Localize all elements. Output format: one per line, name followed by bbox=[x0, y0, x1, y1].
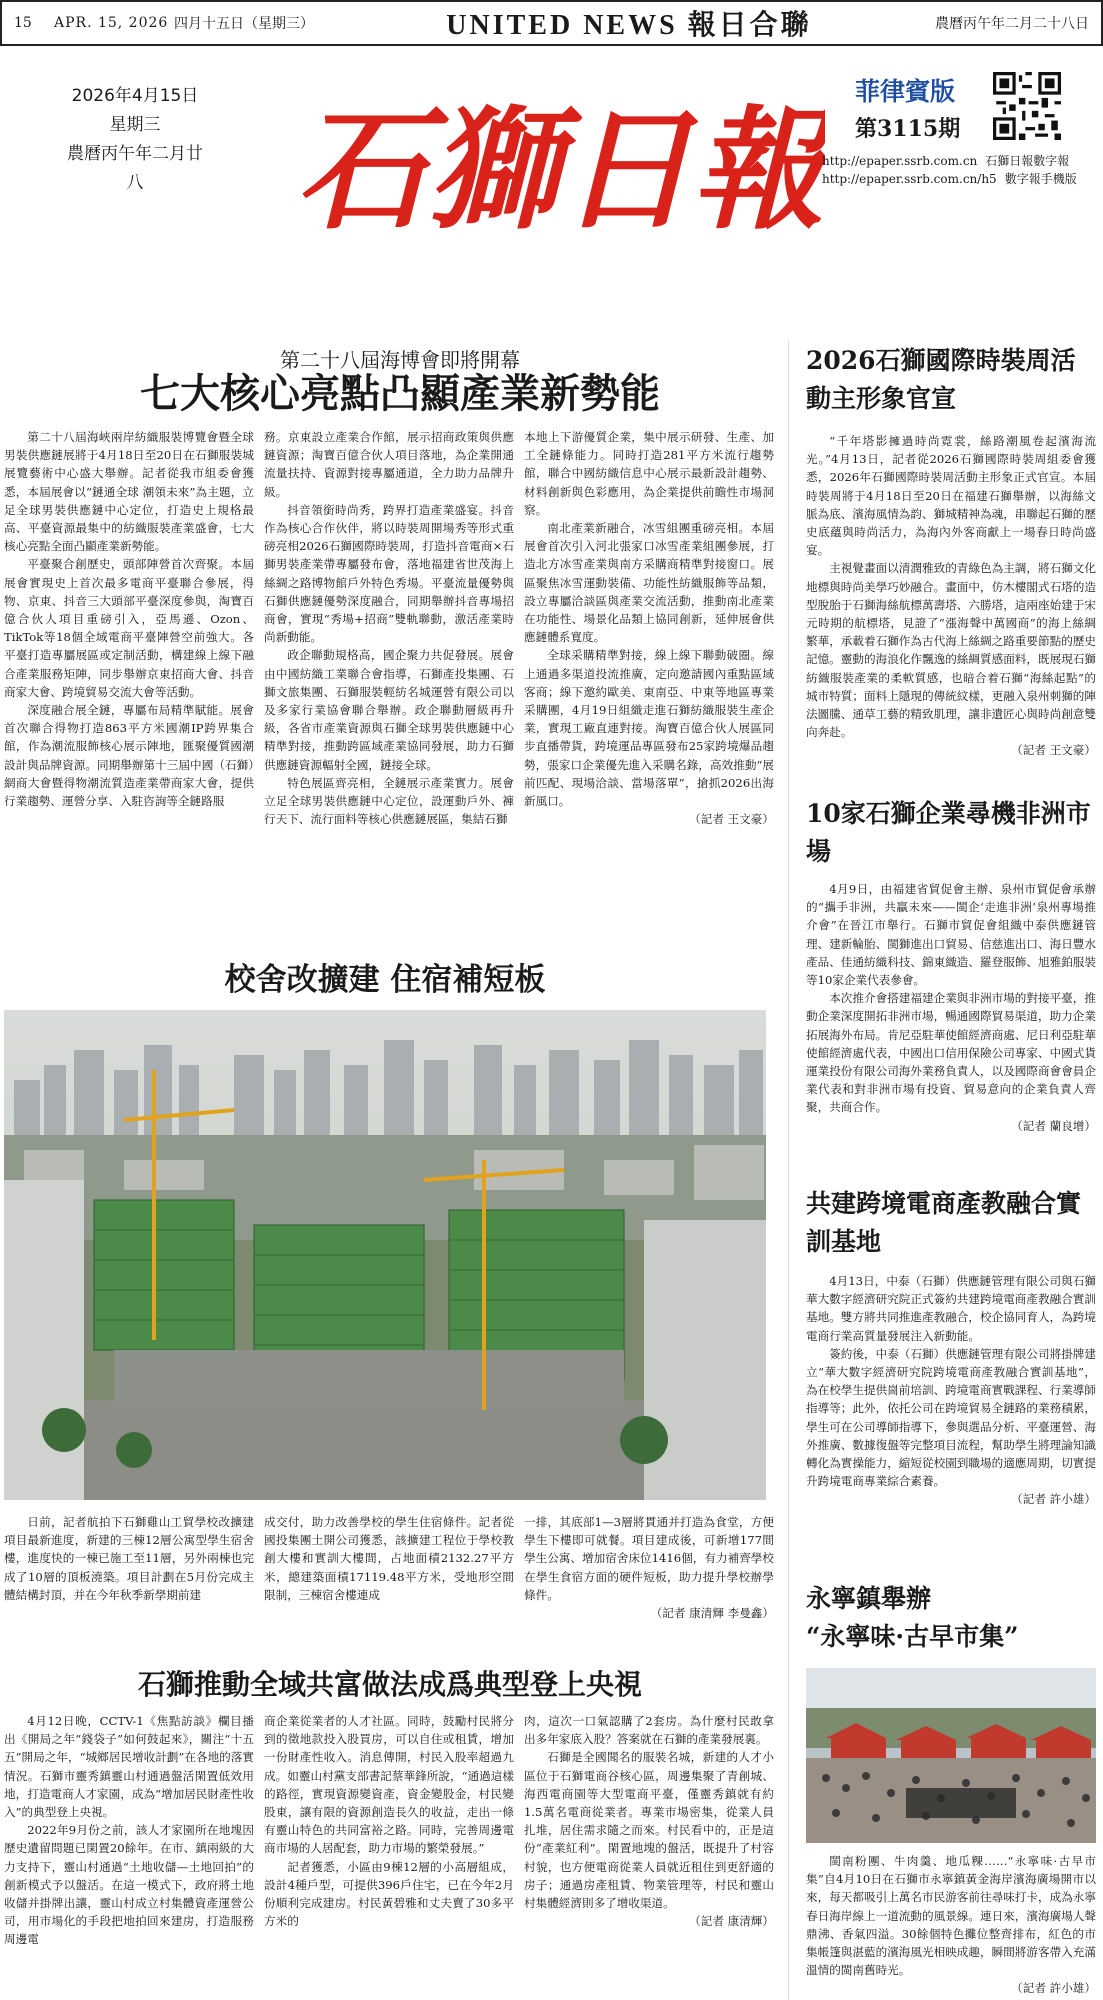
paragraph: 4月12日晚，CCTV-1《焦點訪談》欄目播出《開局之年“錢袋子”如何鼓起來》，關注“十五五”開局之年，“城鄉居民增收計劃”在各地的落實情況。石獅市靈秀鎮靈山村通過盤活閑置低效用地，打造電商人才家園，成為“增加居民財產性收入”的典型登上央視。 bbox=[4, 1714, 254, 1820]
school-headline: 校舍改擴建 住宿補短板 bbox=[224, 962, 546, 998]
prosperity-column-2 bbox=[264, 1712, 514, 2000]
logo-text: 石獅日報 bbox=[296, 93, 824, 248]
english-date: APR. 15, 2026 bbox=[54, 15, 169, 31]
epaper-url[interactable]: http://epaper.ssrb.com.cn bbox=[822, 154, 978, 168]
lead-column-3 bbox=[524, 428, 774, 948]
mobile-url[interactable]: http://epaper.ssrb.com.cn/h5 bbox=[822, 172, 997, 186]
paragraph: 務。京東設立產業合作館，展示招商政策與供應鏈資源；淘寶百億合伙人項目落地，為企業開通流量扶持、資源對接專屬通道，全力助力品牌升級。 bbox=[264, 430, 514, 499]
prosperity-headline: 石獅推動全域共富做法成爲典型登上央視 bbox=[137, 1668, 642, 1701]
epaper-url-label: 石獅日報數字報 bbox=[985, 154, 1070, 168]
byline: （記者 許小雄） bbox=[1011, 1981, 1096, 1996]
qr-code-icon[interactable] bbox=[993, 72, 1061, 140]
mobile-url-label: 數字報手機版 bbox=[1004, 172, 1077, 186]
lead-column-2 bbox=[264, 428, 514, 928]
paragraph: 2022年9月份之前，該人才家園所在地塊因歷史遺留問題已閑置20餘年。在市、鎮兩級的大力支持下，靈山村通過“土地收儲—土地回拍”的創新模式予以盤活。在這一模式下，政府將土地收儲并掛牌出讓，靈山村成立村集體資產運營公司，用市場化的手段把地拍回來建房，打造服務周邊電 bbox=[4, 1823, 254, 1947]
construction-aerial-photo bbox=[4, 1010, 766, 1500]
masthead-date: 2026年4月15日 bbox=[71, 86, 199, 106]
issue-number: 第3115期 bbox=[855, 116, 961, 142]
paragraph: 肉，這次一口氣認購了2套房。為什麼村民敢拿出多年家底入股？答案就在石獅的產業發展裏。 bbox=[524, 1714, 774, 1747]
paragraph: 全球采購精準對接，線上線下聯動破圈。線上通過多渠道投流推廣，定向邀請國內重點區域客商；線下邀約歐美、東南亞、中東等地區專業采購團，4月19日組織走進石獅紡織服裝生產企業，實現工廠直連對接。淘寶百億合伙人展區同步直播帶貨，跨境運品專區發布25家跨境爆品趨勢，張家口企業優先進入采購名錄，高效推動“展前匹配、現場洽談、當場落單”，搶抓2026出海新風口。 bbox=[524, 648, 774, 809]
paragraph: 成交付，助力改善學校的學生住宿條件。記者從國投集團土開公司獲悉，該擴建工程位于學校教創大樓和實訓大樓間，占地面積2132.27平方米，總建築面積17119.48平方米，受地形空間限制，三棟宿舍樓連成 bbox=[264, 1515, 514, 1602]
paragraph: 4月13日，中泰（石獅）供應鏈管理有限公司與石獅華大數字經濟研究院正式簽約共建跨境電商產教融合實訓基地。雙方將共同推進產教融合，校企協同育人，為跨境電商行業高質量發展注入新動能。 bbox=[806, 1274, 1096, 1343]
africa-body bbox=[806, 880, 1096, 1180]
paragraph: 深度融合展全鏈，專屬布局精準賦能。展會首次聯合得物打造863平方米國潮IP跨界集合館，作為潮流服飾核心展示陣地，匯聚優質國潮設計與品牌資源。同期舉辦第十三屆中國（石獅）網商大會暨得物潮流質造產業帶商家大會，提供行業趨勢、運營分享、入駐咨詢等全鏈路服 bbox=[4, 703, 254, 809]
paragraph: 主視覺畫面以清潤雅致的青綠色為主調，將石獅文化地標與時尚美學巧妙融合。畫面中，仿木樓閣式石塔的造型脫胎于石獅海絲航標萬壽塔、六勝塔，這兩座始建于宋元時期的航標塔，見證了“漲海聲中萬國商”的海上絲綢繁華，承載着石獅作為古代海上絲綢之路重要節點的歷史記憶。靈動的海浪化作飄逸的絲綢質感面料，既展現石獅紡織服裝產業的柔軟質感，也暗合着石獅“海絲起點”的城市特質；面料上隱現的傳統紋樣，更融入泉州刺獅的陣法圖騰、通草工藝的精致肌理，讓非遺匠心與時尚創意雙向奔赴。 bbox=[806, 561, 1096, 740]
paragraph: 平臺聚合創歷史，頭部陣營首次齊聚。本屆展會實現史上首次最多電商平臺聯合參展，得物、京東、抖音三大頭部平臺深度參與，淘寶百億合伙人項目重磅引入，亞馬遜、Ozon、TikTok等18個全域電商平臺陣營空前強大。各平臺打造專屬展區或定制活動，構建線上線下融合產業服務矩陣，同步舉辦京東招商大會、抖音商家大會、跨境貿易交流大會等活動。 bbox=[4, 557, 254, 699]
paragraph: “千年塔影擁過時尚霓裳，絲路潮風卷起濱海流光。”4月13日，記者從2026石獅國際時裝周組委會獲悉，2026年石獅國際時裝周活動主形象正式官宣。本屆時裝周將于4月18日至20日在福建石獅舉辦，以海絲文脈為底、濱海風情為韵、獅城精神為魂，串聯起石獅的歷史底蘊與時尚活力，為海內外客商獻上一場春日時尚盛宴。 bbox=[806, 434, 1096, 558]
byline: （記者 康清輝） bbox=[689, 1914, 774, 1929]
paragraph: 記者獲悉，小區由9棟12層的小高層組成，設計4種戶型，可提供396戶住宅，已在今年2月份順利完成建房。村民黃碧雅和丈夫賣了30多平方米的 bbox=[264, 1859, 514, 1929]
masthead-date-block bbox=[60, 82, 210, 198]
paragraph: 閩南粉團、牛肉羹、地瓜粿……“永寧味·古早市集”自4月10日在石獅市永寧鎮黃金海岸濱海廣場開市以來，每天都吸引上萬名市民游客前往尋味打卡，成為永寧春日海岸線上一道流動的風景線。連日來，濱海廣場人聲鼎沸、香氣四溢。30餘個特色攤位整齊排布，紅色的市集帳篷與湛藍的濱海風光相映成趣，瞬間將游客帶入充滿溫情的閩南舊時光。 bbox=[806, 1854, 1096, 1978]
byline: （記者 王文豪） bbox=[1011, 743, 1096, 758]
paragraph: 石獅是全國聞名的服裝名城，新建的人才小區位于石獅電商谷核心區，周邊集聚了青創城、海西電商園等大型電商平臺，僅靈秀鎮就有約1.5萬名電商從業者。專業市場密集，從業人員扎堆，居住需求隨之而來。村民看中的，正是這份“產業紅利”。閑置地塊的盤活，既提升了村容村貌，也方便電商從業人員就近租住到更舒適的房子；通過房產租賃、物業管理等，村民和靈山村集體經濟則多了增收渠道。 bbox=[524, 1750, 774, 1911]
column-divider bbox=[788, 340, 789, 2000]
market-body bbox=[806, 1852, 1096, 2000]
school-column-3 bbox=[524, 1513, 774, 1653]
edition-name: 菲律賓版 bbox=[855, 77, 956, 106]
prosperity-column-3 bbox=[524, 1712, 774, 2000]
paragraph: 商企業從業者的人才社區。同時，鼓勵村民將分到的徵地款投入股買房，可以自住或租賃，增加一份財產性收入。消息傳開，村民入股率超過九成。如靈山村黨支部書記蔡華鋒所說，“通過這樣的路徑，實現資源變資產，資金變股金，村民變股東，讓有限的資源創造長久的收益，走出一條有靈山特色的共同富裕之路。同時，完善周邊電商市場的人居配套，助力市場的繁榮發展。” bbox=[264, 1714, 514, 1856]
lead-headline: 七大核心亮點凸顯產業新勢能 bbox=[140, 370, 660, 417]
top-banner bbox=[0, 0, 1103, 46]
lead-column-1 bbox=[4, 428, 254, 928]
united-news-brand: UNITED NEWS 報日合聯 bbox=[446, 10, 812, 41]
paragraph: 一排，其底部1—3層將貫通并打造為食堂，方便學生下樓即可就餐。項目建成後，可新增177間學生公寓、增加宿舍床位1416個，有力補齊學校在學生食宿方面的硬件短板，助力提升學校辦學條件。 bbox=[524, 1515, 774, 1602]
paragraph: 簽約後，中泰（石獅）供應鏈管理有限公司將掛牌建立“華大數字經濟研究院跨境電商產教融合實訓基地”，為在校學生提供崗前培訓、跨境電商實戰課程、行業導師指導等；此外，依托公司在跨境貿易全鏈路的業務積累，學生可在公司導師指導下，參與選品分析、平臺運營、海外推廣、數據復盤等完整項目流程，幫助學生將理論知識轉化為實操能力，縮短從校園到職場的適應周期，切實提升跨境電商專業綜合素養。 bbox=[806, 1346, 1096, 1489]
masthead-weekday: 星期三 bbox=[109, 115, 161, 135]
url-block bbox=[822, 152, 1077, 188]
page-number: 15 bbox=[14, 15, 32, 31]
chinese-date: 四月十五日（星期三） bbox=[174, 16, 314, 32]
africa-headline: 10家石獅企業尋機非洲市場 bbox=[806, 799, 1091, 866]
lunar-date: 農曆丙午年二月二十八日 bbox=[935, 16, 1089, 32]
paragraph: 特色展區齊亮相，全鏈展示產業實力。展會立足全球男裝供應鏈中心定位，設運動戶外、褲行天下、流行面料等核心供應鏈展區，集結石獅 bbox=[264, 775, 514, 827]
paragraph: 本地上下游優質企業，集中展示研發、生產、加工全鏈條能力。同時打造281平方米流行趨勢館，聯合中國紡織信息中心展示最新設計趨勢、材料創新與色彩應用，為企業提供前瞻性市場洞察。 bbox=[524, 430, 774, 517]
byline: （記者 蘭良增） bbox=[1011, 1118, 1096, 1133]
market-headline-line1: 永寧鎮舉辦 bbox=[806, 1584, 932, 1613]
prosperity-column-1 bbox=[4, 1712, 254, 2000]
school-column-1 bbox=[4, 1513, 254, 1633]
paragraph: 南北產業新融合，冰雪組團重磅亮相。本屆展會首次引入河北張家口冰雪產業組團參展，打造北方冰雪產業與南方采購商精準對接窗口。展區聚焦冰雪運動裝備、功能性紡織服飾等品類，設立專屬洽談區與產業交流活動，推動南北產業在功能性、場景化品類上協同創新，延伸展會供應鏈體系寬度。 bbox=[524, 521, 774, 645]
paragraph: 抖音領銜時尚秀，跨界打造產業盛宴。抖音作為核心合作伙伴，將以時裝周開場秀等形式重磅亮相2026石獅國際時裝周，打造抖音電商×石獅男裝產業帶專屬發布會，落地福建省世茂海上絲綢之路博物館戶外特色秀場。平臺流量優勢與石獅供應鏈優勢深度融合，同期舉辦抖音專場招商會，實現“秀場+招商”雙軌聯動，激活產業時尚新動能。 bbox=[264, 502, 514, 645]
paragraph: 政企聯動規格高，國企聚力共促發展。展會由中國紡織工業聯合會指導，石獅產投集團、石獅文旅集團、石獅服裝輕紡名城運營有限公司以及多家行業協會聯合舉辦。政企聯動層級再升級，各省市產業資源與石獅全球男裝供應鏈中心精準對接，推動跨區域產業協同發展，助力石獅供應鏈資源輻射全國，鏈接全球。 bbox=[264, 648, 514, 772]
byline: （記者 康清輝 李曼鑫） bbox=[650, 1606, 774, 1621]
market-headline bbox=[806, 1580, 1096, 1656]
lead-subtitle: 第二十八屆海博會即將開幕 bbox=[280, 348, 520, 372]
school-column-2 bbox=[264, 1513, 514, 1633]
ecommerce-body bbox=[806, 1272, 1096, 1572]
byline: （記者 王文豪） bbox=[689, 812, 774, 827]
paragraph: 4月9日，由福建省貿促會主辦、泉州市貿促會承辦的“攜手非洲，共贏未來——閩企‘走進非洲’泉州專場推介會”在晉江市舉行。石獅市貿促會組織中泰供應鏈管理、建新輪胎、閩獅進出口貿易、信慈進出口、海日豐水產品、佳通紡織科技、錦東織造、羅登服飾、旭雅鉑服裝等10家企業代表參會。 bbox=[806, 882, 1096, 988]
byline: （記者 許小雄） bbox=[1011, 1492, 1096, 1507]
market-photo bbox=[806, 1668, 1096, 1843]
ecommerce-headline: 共建跨境電商產教融合實訓基地 bbox=[806, 1189, 1082, 1256]
newspaper-logo bbox=[295, 78, 825, 258]
market-headline-line2: “永寧味·古早市集” bbox=[806, 1622, 1019, 1651]
paragraph: 本次推介會搭建福建企業與非洲市場的對接平臺，推動企業深度開拓非洲市場，暢通國際貿易渠道，助力企業拓展海外布局。肯尼亞駐華使館經濟商處、尼日利亞駐華使館經濟處代表，中國出口信用保險公司專家、中國式貨運業投份有限公司海外業務負責人，以及國際商會會員企業代表和對非洲市場有投資、貿易意向的企業負責人齊聚，共商合作。 bbox=[806, 991, 1096, 1115]
fashion-body bbox=[806, 432, 1096, 802]
paragraph: 日前，記者航拍下石獅雞山工貿學校改擴建項目最新進度，新建的三棟12層公寓型學生宿舍樓，進度快的一棟已施工至11層，另外兩棟也完成了10層的頂板澆築。項目計劃在5月份完成主體結構封頂，并在今年秋季新學期前建 bbox=[4, 1515, 254, 1602]
masthead-lunar: 農曆丙午年二月廿八 bbox=[67, 144, 203, 193]
fashion-headline: 2026石獅國際時裝周活動主形象官宣 bbox=[806, 346, 1076, 413]
paragraph: 第二十八屆海峽兩岸紡織服裝博覽會暨全球男裝供應鏈展將于4月18日至20日在石獅服裝城展覽藝術中心盛大舉辦。記者從我市組委會獲悉，本屆展會以“鏈通全球 潮領未來”為主題，立足全球男裝供應鏈中心定位，打造史上規格最高、平臺資源最集中的紡織服裝產業盛會，七大核心亮點全面凸顯產業新勢能。 bbox=[4, 430, 254, 554]
edition-block bbox=[855, 72, 975, 143]
